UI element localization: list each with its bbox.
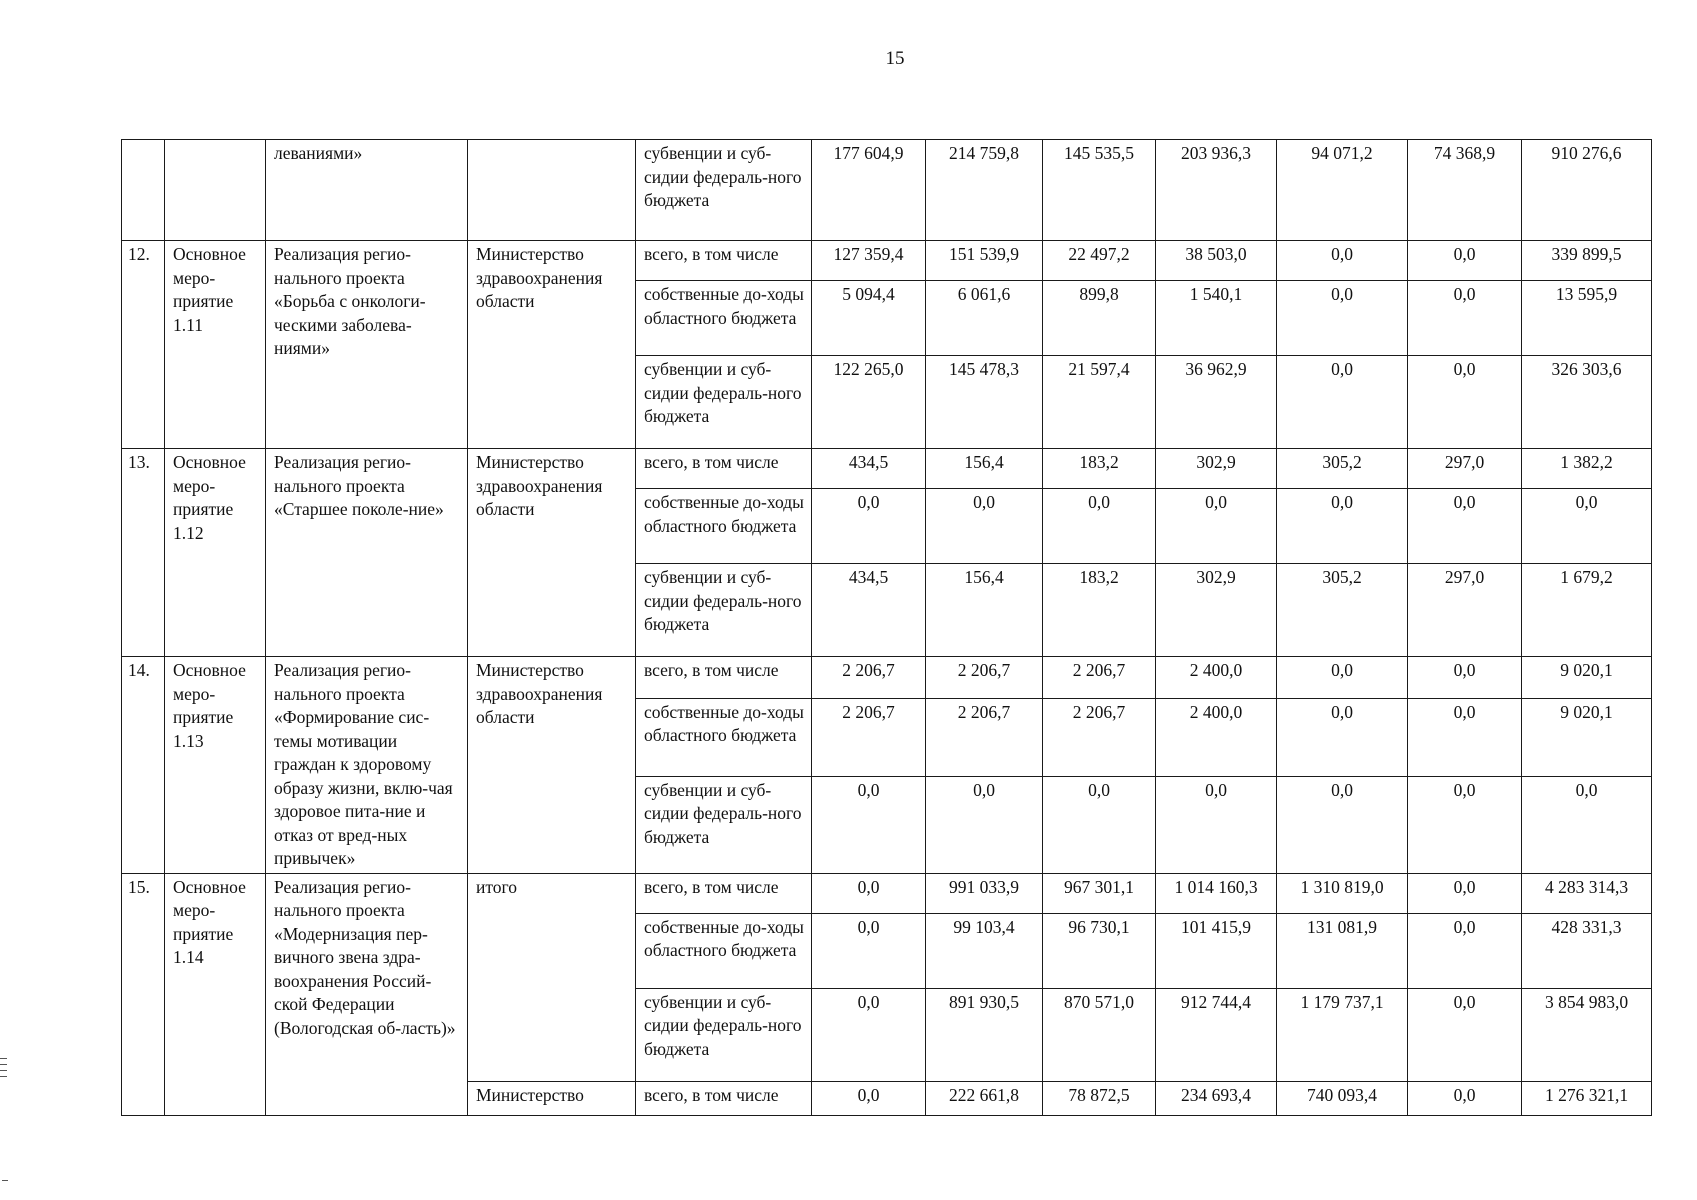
value-cell: 302,9 (1156, 449, 1277, 489)
row-number-cell: 12. (122, 241, 165, 449)
value-cell: 0,0 (812, 776, 926, 873)
value-cell: 302,9 (1156, 564, 1277, 657)
value-cell: 991 033,9 (926, 873, 1043, 913)
value-cell: 912 744,4 (1156, 988, 1277, 1081)
table-row (122, 873, 1652, 913)
funding-source-cell: собственные до-ходы областного бюджета (636, 913, 812, 988)
value-cell: 4 283 314,3 (1522, 873, 1652, 913)
value-cell: 0,0 (1277, 698, 1408, 776)
value-cell: 0,0 (1408, 913, 1522, 988)
value-cell: 0,0 (926, 489, 1043, 564)
funding-source-cell: собственные до-ходы областного бюджета (636, 489, 812, 564)
value-cell: 222 661,8 (926, 1081, 1043, 1115)
measure-type-cell (165, 140, 266, 241)
funding-source-cell: собственные до-ходы областного бюджета (636, 281, 812, 356)
value-cell: 2 400,0 (1156, 698, 1277, 776)
value-cell: 0,0 (1156, 776, 1277, 873)
funding-source-cell: субвенции и суб-сидии федераль-ного бюджета (636, 776, 812, 873)
executor-cell: Министерство здравоохранения области (468, 241, 636, 449)
value-cell: 78 872,5 (1043, 1081, 1156, 1115)
value-cell: 0,0 (812, 873, 926, 913)
value-cell: 0,0 (812, 489, 926, 564)
value-cell: 1 382,2 (1522, 449, 1652, 489)
measure-name-cell: Реализация регио-нального проекта «Модернизация пер-вичного звена здра-воохранения Россий-ской Федерации (Вологодская об-ласть)» (266, 873, 468, 1115)
value-cell: 0,0 (1277, 281, 1408, 356)
value-cell: 1 179 737,1 (1277, 988, 1408, 1081)
value-cell: 94 071,2 (1277, 140, 1408, 241)
value-cell: 0,0 (1408, 241, 1522, 281)
funding-source-cell: всего, в том числе (636, 241, 812, 281)
value-cell: 145 478,3 (926, 356, 1043, 449)
value-cell: 0,0 (1277, 241, 1408, 281)
value-cell: 0,0 (1277, 776, 1408, 873)
value-cell: 326 303,6 (1522, 356, 1652, 449)
value-cell: 1 276 321,1 (1522, 1081, 1652, 1115)
value-cell: 899,8 (1043, 281, 1156, 356)
value-cell: 967 301,1 (1043, 873, 1156, 913)
value-cell: 0,0 (1408, 776, 1522, 873)
value-cell: 0,0 (1156, 489, 1277, 564)
value-cell: 0,0 (1277, 356, 1408, 449)
value-cell: 0,0 (1408, 281, 1522, 356)
value-cell: 297,0 (1408, 564, 1522, 657)
measure-type-cell: Основное меро-приятие 1.14 (165, 873, 266, 1115)
table-row (122, 449, 1652, 489)
measure-type-cell: Основное меро-приятие 1.12 (165, 449, 266, 657)
value-cell: 22 497,2 (1043, 241, 1156, 281)
value-cell: 21 597,4 (1043, 356, 1156, 449)
value-cell: 0,0 (1277, 657, 1408, 699)
value-cell: 156,4 (926, 449, 1043, 489)
value-cell: 0,0 (812, 988, 926, 1081)
value-cell: 434,5 (812, 564, 926, 657)
value-cell: 2 400,0 (1156, 657, 1277, 699)
value-cell: 305,2 (1277, 449, 1408, 489)
value-cell: 2 206,7 (812, 698, 926, 776)
value-cell: 0,0 (1408, 489, 1522, 564)
value-cell: 183,2 (1043, 449, 1156, 489)
budget-table (121, 139, 1652, 1116)
value-cell: 234 693,4 (1156, 1081, 1277, 1115)
value-cell: 0,0 (1408, 657, 1522, 699)
value-cell: 870 571,0 (1043, 988, 1156, 1081)
value-cell: 131 081,9 (1277, 913, 1408, 988)
funding-source-cell: всего, в том числе (636, 1081, 812, 1115)
value-cell: 74 368,9 (1408, 140, 1522, 241)
value-cell: 2 206,7 (926, 657, 1043, 699)
value-cell: 305,2 (1277, 564, 1408, 657)
value-cell: 0,0 (1277, 489, 1408, 564)
value-cell: 183,2 (1043, 564, 1156, 657)
value-cell: 1 679,2 (1522, 564, 1652, 657)
value-cell: 151 539,9 (926, 241, 1043, 281)
margin-stray-mark (2, 1180, 8, 1181)
table-row (122, 140, 1652, 241)
table-row (122, 657, 1652, 699)
value-cell: 13 595,9 (1522, 281, 1652, 356)
value-cell: 9 020,1 (1522, 698, 1652, 776)
margin-binding-marks (0, 1058, 8, 1082)
value-cell: 2 206,7 (1043, 698, 1156, 776)
executor-cell: Министерство здравоохранения области (468, 449, 636, 657)
funding-source-cell: всего, в том числе (636, 873, 812, 913)
value-cell: 177 604,9 (812, 140, 926, 241)
value-cell: 0,0 (1408, 988, 1522, 1081)
value-cell: 6 061,6 (926, 281, 1043, 356)
funding-source-cell: всего, в том числе (636, 449, 812, 489)
row-number-cell: 14. (122, 657, 165, 874)
value-cell: 2 206,7 (1043, 657, 1156, 699)
value-cell: 101 415,9 (1156, 913, 1277, 988)
executor-cell (468, 140, 636, 241)
value-cell: 740 093,4 (1277, 1081, 1408, 1115)
value-cell: 0,0 (1408, 356, 1522, 449)
value-cell: 203 936,3 (1156, 140, 1277, 241)
value-cell: 0,0 (926, 776, 1043, 873)
page-number: 15 (885, 48, 905, 69)
value-cell: 3 854 983,0 (1522, 988, 1652, 1081)
funding-source-cell: субвенции и суб-сидии федераль-ного бюджета (636, 564, 812, 657)
value-cell: 145 535,5 (1043, 140, 1156, 241)
funding-source-cell: субвенции и суб-сидии федераль-ного бюджета (636, 356, 812, 449)
value-cell: 434,5 (812, 449, 926, 489)
value-cell: 36 962,9 (1156, 356, 1277, 449)
value-cell: 2 206,7 (926, 698, 1043, 776)
value-cell: 127 359,4 (812, 241, 926, 281)
value-cell: 0,0 (1522, 489, 1652, 564)
value-cell: 156,4 (926, 564, 1043, 657)
row-number-cell (122, 140, 165, 241)
executor-cell: Министерство здравоохранения области (468, 657, 636, 874)
value-cell: 1 310 819,0 (1277, 873, 1408, 913)
value-cell: 38 503,0 (1156, 241, 1277, 281)
executor-cell: итого (468, 873, 636, 1081)
funding-source-cell: всего, в том числе (636, 657, 812, 699)
value-cell: 910 276,6 (1522, 140, 1652, 241)
measure-type-cell: Основное меро-приятие 1.11 (165, 241, 266, 449)
funding-source-cell: субвенции и суб-сидии федераль-ного бюджета (636, 988, 812, 1081)
value-cell: 96 730,1 (1043, 913, 1156, 988)
value-cell: 0,0 (1522, 776, 1652, 873)
funding-source-cell: субвенции и суб-сидии федераль-ного бюджета (636, 140, 812, 241)
value-cell: 1 540,1 (1156, 281, 1277, 356)
table-row (122, 241, 1652, 281)
measure-name-cell: леваниями» (266, 140, 468, 241)
measure-name-cell: Реализация регио-нального проекта «Старшее поколе-ние» (266, 449, 468, 657)
value-cell: 1 014 160,3 (1156, 873, 1277, 913)
value-cell: 0,0 (812, 1081, 926, 1115)
value-cell: 99 103,4 (926, 913, 1043, 988)
value-cell: 0,0 (1408, 1081, 1522, 1115)
value-cell: 0,0 (1043, 776, 1156, 873)
value-cell: 0,0 (1408, 873, 1522, 913)
value-cell: 0,0 (1043, 489, 1156, 564)
value-cell: 0,0 (812, 913, 926, 988)
value-cell: 339 899,5 (1522, 241, 1652, 281)
measure-name-cell: Реализация регио-нального проекта «Борьба с онкологи-ческими заболева-ниями» (266, 241, 468, 449)
value-cell: 297,0 (1408, 449, 1522, 489)
row-number-cell: 15. (122, 873, 165, 1115)
funding-source-cell: собственные до-ходы областного бюджета (636, 698, 812, 776)
value-cell: 214 759,8 (926, 140, 1043, 241)
executor-cell: Министерство (468, 1081, 636, 1115)
row-number-cell: 13. (122, 449, 165, 657)
value-cell: 428 331,3 (1522, 913, 1652, 988)
value-cell: 122 265,0 (812, 356, 926, 449)
value-cell: 2 206,7 (812, 657, 926, 699)
value-cell: 5 094,4 (812, 281, 926, 356)
value-cell: 9 020,1 (1522, 657, 1652, 699)
measure-type-cell: Основное меро-приятие 1.13 (165, 657, 266, 874)
value-cell: 891 930,5 (926, 988, 1043, 1081)
value-cell: 0,0 (1408, 698, 1522, 776)
measure-name-cell: Реализация регио-нального проекта «Формирование сис-темы мотивации граждан к здоровому образу жизни, вклю-чая здоровое пита-ние и отказ от вред-ных привычек» (266, 657, 468, 874)
